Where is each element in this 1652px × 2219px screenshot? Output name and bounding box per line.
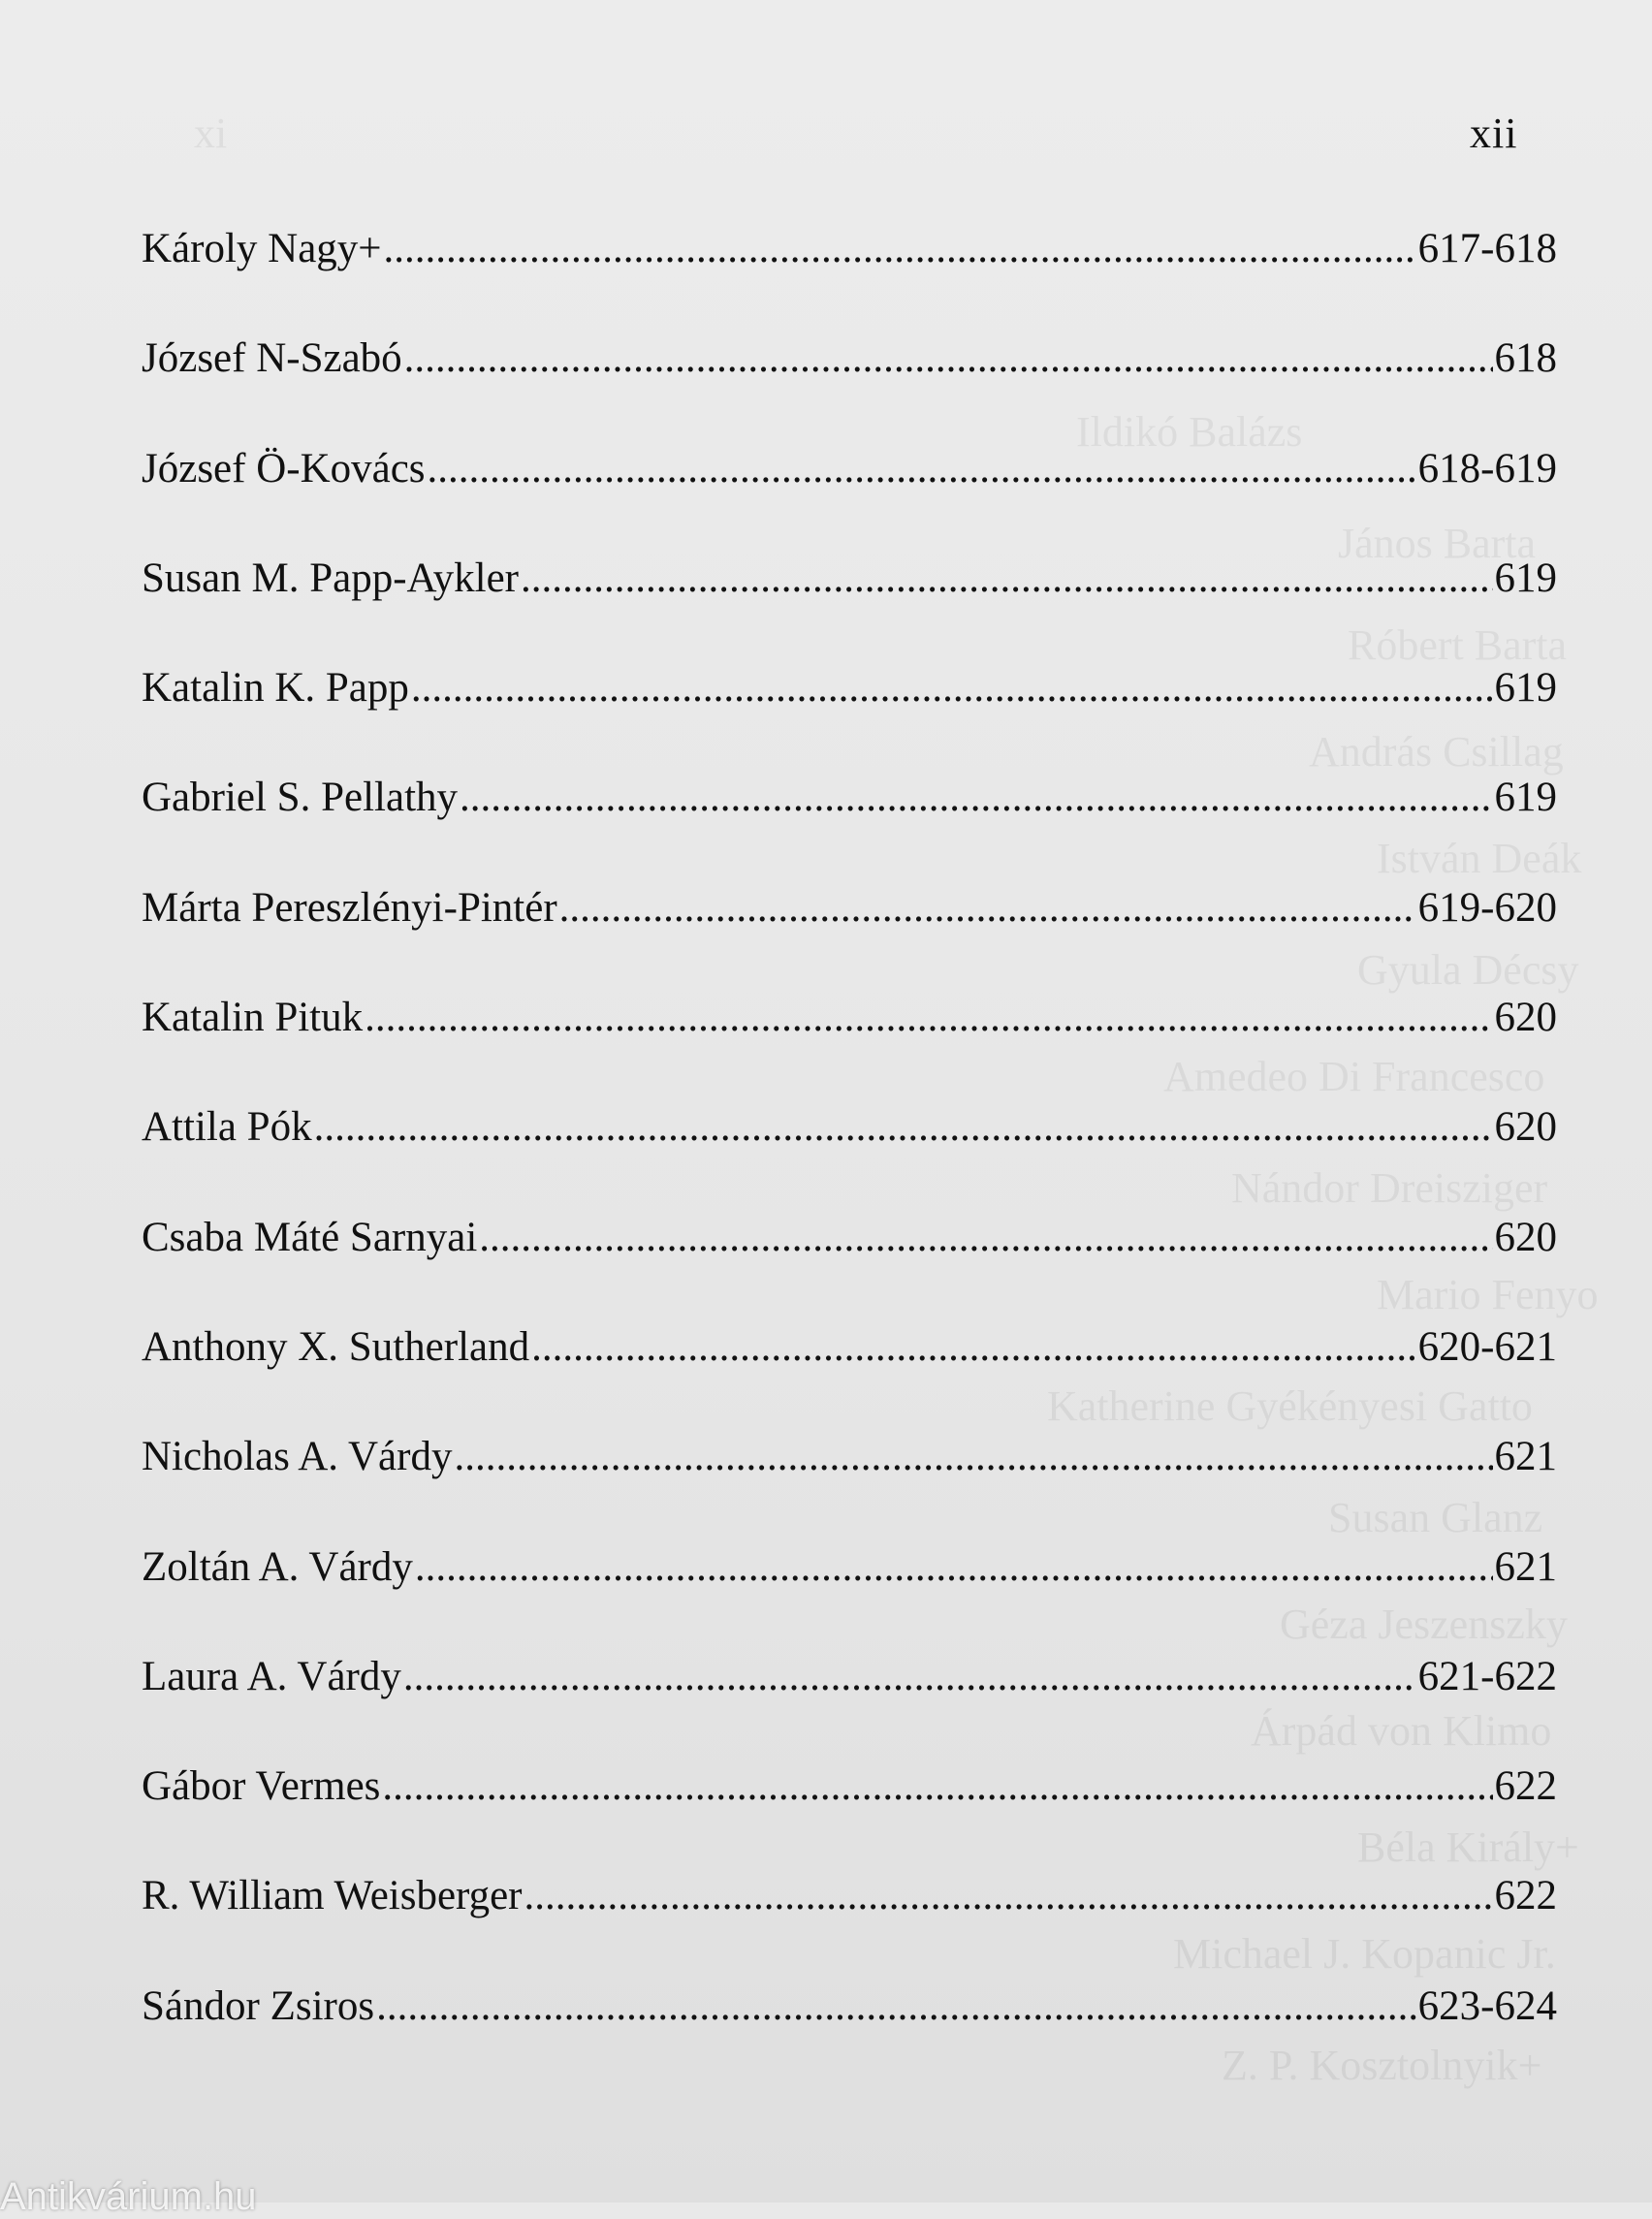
index-entry (142, 1204, 1557, 1314)
entry-name: Laura A. Várdy (142, 1653, 401, 1699)
show-through-decoration: xi Ildikó Balázs János Barta Róbert Barta András Csillag István Deák Gyula Décsy Amedeo Di Francesco Nándor Dreisziger Mario Fenyo Katherine Gyékényesi Gatto Susan Glanz Géza Jeszenszky Árpád von Klimo Béla Király+ Michael J. Kopanic Jr. Z. P. Kosztolnyik+ (194, 110, 1599, 2089)
entry-name: Károly Nagy+ (142, 226, 382, 271)
entry-name: Sándor Zsiros (142, 1982, 375, 2029)
dot-leader (559, 874, 1416, 942)
dot-leader (415, 1534, 1493, 1601)
dot-leader (403, 1643, 1416, 1711)
index-entry (142, 874, 1557, 984)
dot-leader (524, 1862, 1493, 1930)
dot-leader (460, 764, 1492, 832)
dot-leader (454, 1423, 1492, 1491)
index-entry (142, 1534, 1557, 1643)
dot-leader (428, 435, 1416, 503)
index-entry (142, 984, 1557, 1094)
dot-leader (411, 654, 1493, 722)
entry-pages: 621 (1494, 1434, 1557, 1480)
entry-name: Gábor Vermes (142, 1763, 381, 1810)
index-entry (142, 1643, 1557, 1753)
entry-pages: 621 (1494, 1543, 1557, 1590)
entry-pages: 618-619 (1417, 445, 1557, 491)
entry-name: József N-Szabó (142, 335, 402, 382)
index-entry (142, 764, 1557, 873)
dot-leader (376, 1973, 1416, 2041)
dot-leader (382, 1753, 1492, 1821)
index-entry (142, 1862, 1557, 1972)
index-entry (142, 1973, 1557, 2082)
entry-pages: 619-620 (1417, 884, 1557, 931)
entry-name: Zoltán A. Várdy (142, 1543, 413, 1590)
entry-name: Csaba Máté Sarnyai (142, 1214, 478, 1260)
index-entry (142, 325, 1557, 434)
entry-pages: 620 (1494, 1214, 1557, 1260)
entry-pages: 619 (1494, 665, 1557, 712)
index-entry (142, 1753, 1557, 1862)
dot-leader (365, 984, 1492, 1052)
index-entry (142, 654, 1557, 764)
entry-name: Attila Pók (142, 1104, 312, 1151)
index-entry (142, 1314, 1557, 1423)
entry-name: Katalin K. Papp (142, 665, 409, 712)
entry-pages: 622 (1494, 1763, 1557, 1810)
entry-pages: 619 (1494, 775, 1557, 821)
entry-pages: 620-621 (1417, 1323, 1557, 1370)
entry-pages: 620 (1494, 1104, 1557, 1151)
dot-leader (479, 1204, 1492, 1272)
page-number: xii (1470, 110, 1518, 157)
entry-name: Katalin Pituk (142, 995, 364, 1041)
entry-name: Susan M. Papp-Aykler (142, 555, 519, 601)
dot-leader (521, 545, 1493, 613)
entry-pages: 618 (1494, 335, 1557, 382)
contributors-index-list (142, 215, 1557, 2082)
entry-pages: 622 (1494, 1873, 1557, 1919)
index-entry (142, 545, 1557, 654)
dot-leader (314, 1094, 1493, 1161)
entry-name: Nicholas A. Várdy (142, 1434, 453, 1480)
entry-name: Márta Pereszlényi-Pintér (142, 884, 557, 931)
entry-pages: 619 (1494, 555, 1557, 601)
dot-leader (404, 325, 1493, 393)
entry-name: Gabriel S. Pellathy (142, 775, 459, 821)
index-entry (142, 215, 1557, 325)
entry-pages: 623-624 (1417, 1982, 1557, 2029)
entry-name: József Ö-Kovács (142, 445, 426, 491)
entry-pages: 617-618 (1417, 226, 1557, 271)
entry-pages: 620 (1494, 995, 1557, 1041)
dot-leader (384, 215, 1416, 283)
index-entry (142, 1094, 1557, 1203)
watermark: Antikvárium.hu (0, 2175, 257, 2218)
dot-leader (531, 1314, 1416, 1381)
entry-name: Anthony X. Sutherland (142, 1323, 530, 1370)
index-entry (142, 1423, 1557, 1533)
entry-name: R. William Weisberger (142, 1873, 523, 1919)
entry-pages: 621-622 (1417, 1653, 1557, 1699)
index-entry (142, 435, 1557, 545)
